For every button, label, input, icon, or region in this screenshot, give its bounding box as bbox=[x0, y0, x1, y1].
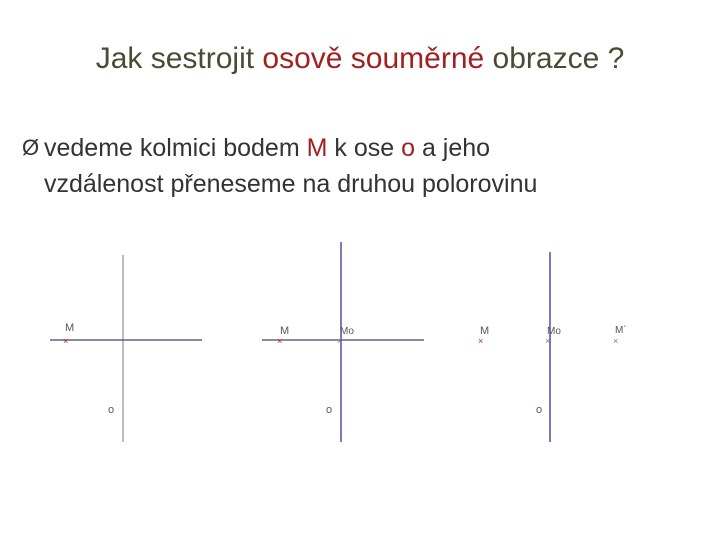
axis-o-label: o bbox=[108, 404, 115, 416]
bullet-axis-o: o bbox=[401, 134, 416, 162]
title-part1: Jak sestrojit bbox=[95, 42, 263, 75]
bullet-text-b: k ose bbox=[327, 134, 402, 162]
bullet-point-m: M bbox=[306, 134, 328, 162]
panel-2 bbox=[262, 242, 424, 442]
bullet-text-a: vedeme kolmici bodem bbox=[44, 134, 307, 162]
point-m-marker: × bbox=[478, 336, 484, 346]
slide-title bbox=[0, 42, 720, 76]
foot-mo-marker: × bbox=[545, 336, 551, 346]
arrow-bullet-icon: Ø bbox=[22, 135, 40, 160]
bullet-line-2: vzdálenost přeneseme na druhou polorovinu bbox=[44, 170, 538, 198]
bullet-text-c: a jeho bbox=[415, 134, 491, 162]
foot-mo-marker: × bbox=[337, 336, 343, 346]
panel-1 bbox=[50, 255, 202, 442]
point-m-label: M bbox=[65, 322, 75, 334]
axis-o-label: o bbox=[536, 404, 543, 416]
panel-3 bbox=[478, 252, 627, 442]
foot-mo-label: Mo bbox=[340, 326, 354, 337]
bullet-item bbox=[22, 130, 702, 202]
point-m-marker: × bbox=[277, 336, 283, 346]
foot-mo-label: Mo bbox=[547, 326, 561, 337]
construction-diagram bbox=[0, 230, 720, 460]
image-m-prime-marker: × bbox=[613, 336, 619, 346]
point-m-label: M bbox=[480, 325, 490, 337]
point-m-marker: × bbox=[63, 336, 69, 346]
axis-o-label: o bbox=[326, 404, 333, 416]
point-m-label: M bbox=[280, 325, 290, 337]
title-highlight: osově souměrné bbox=[262, 42, 485, 75]
title-part2: obrazce ? bbox=[484, 42, 625, 75]
image-m-prime-label: M´ bbox=[615, 325, 627, 336]
